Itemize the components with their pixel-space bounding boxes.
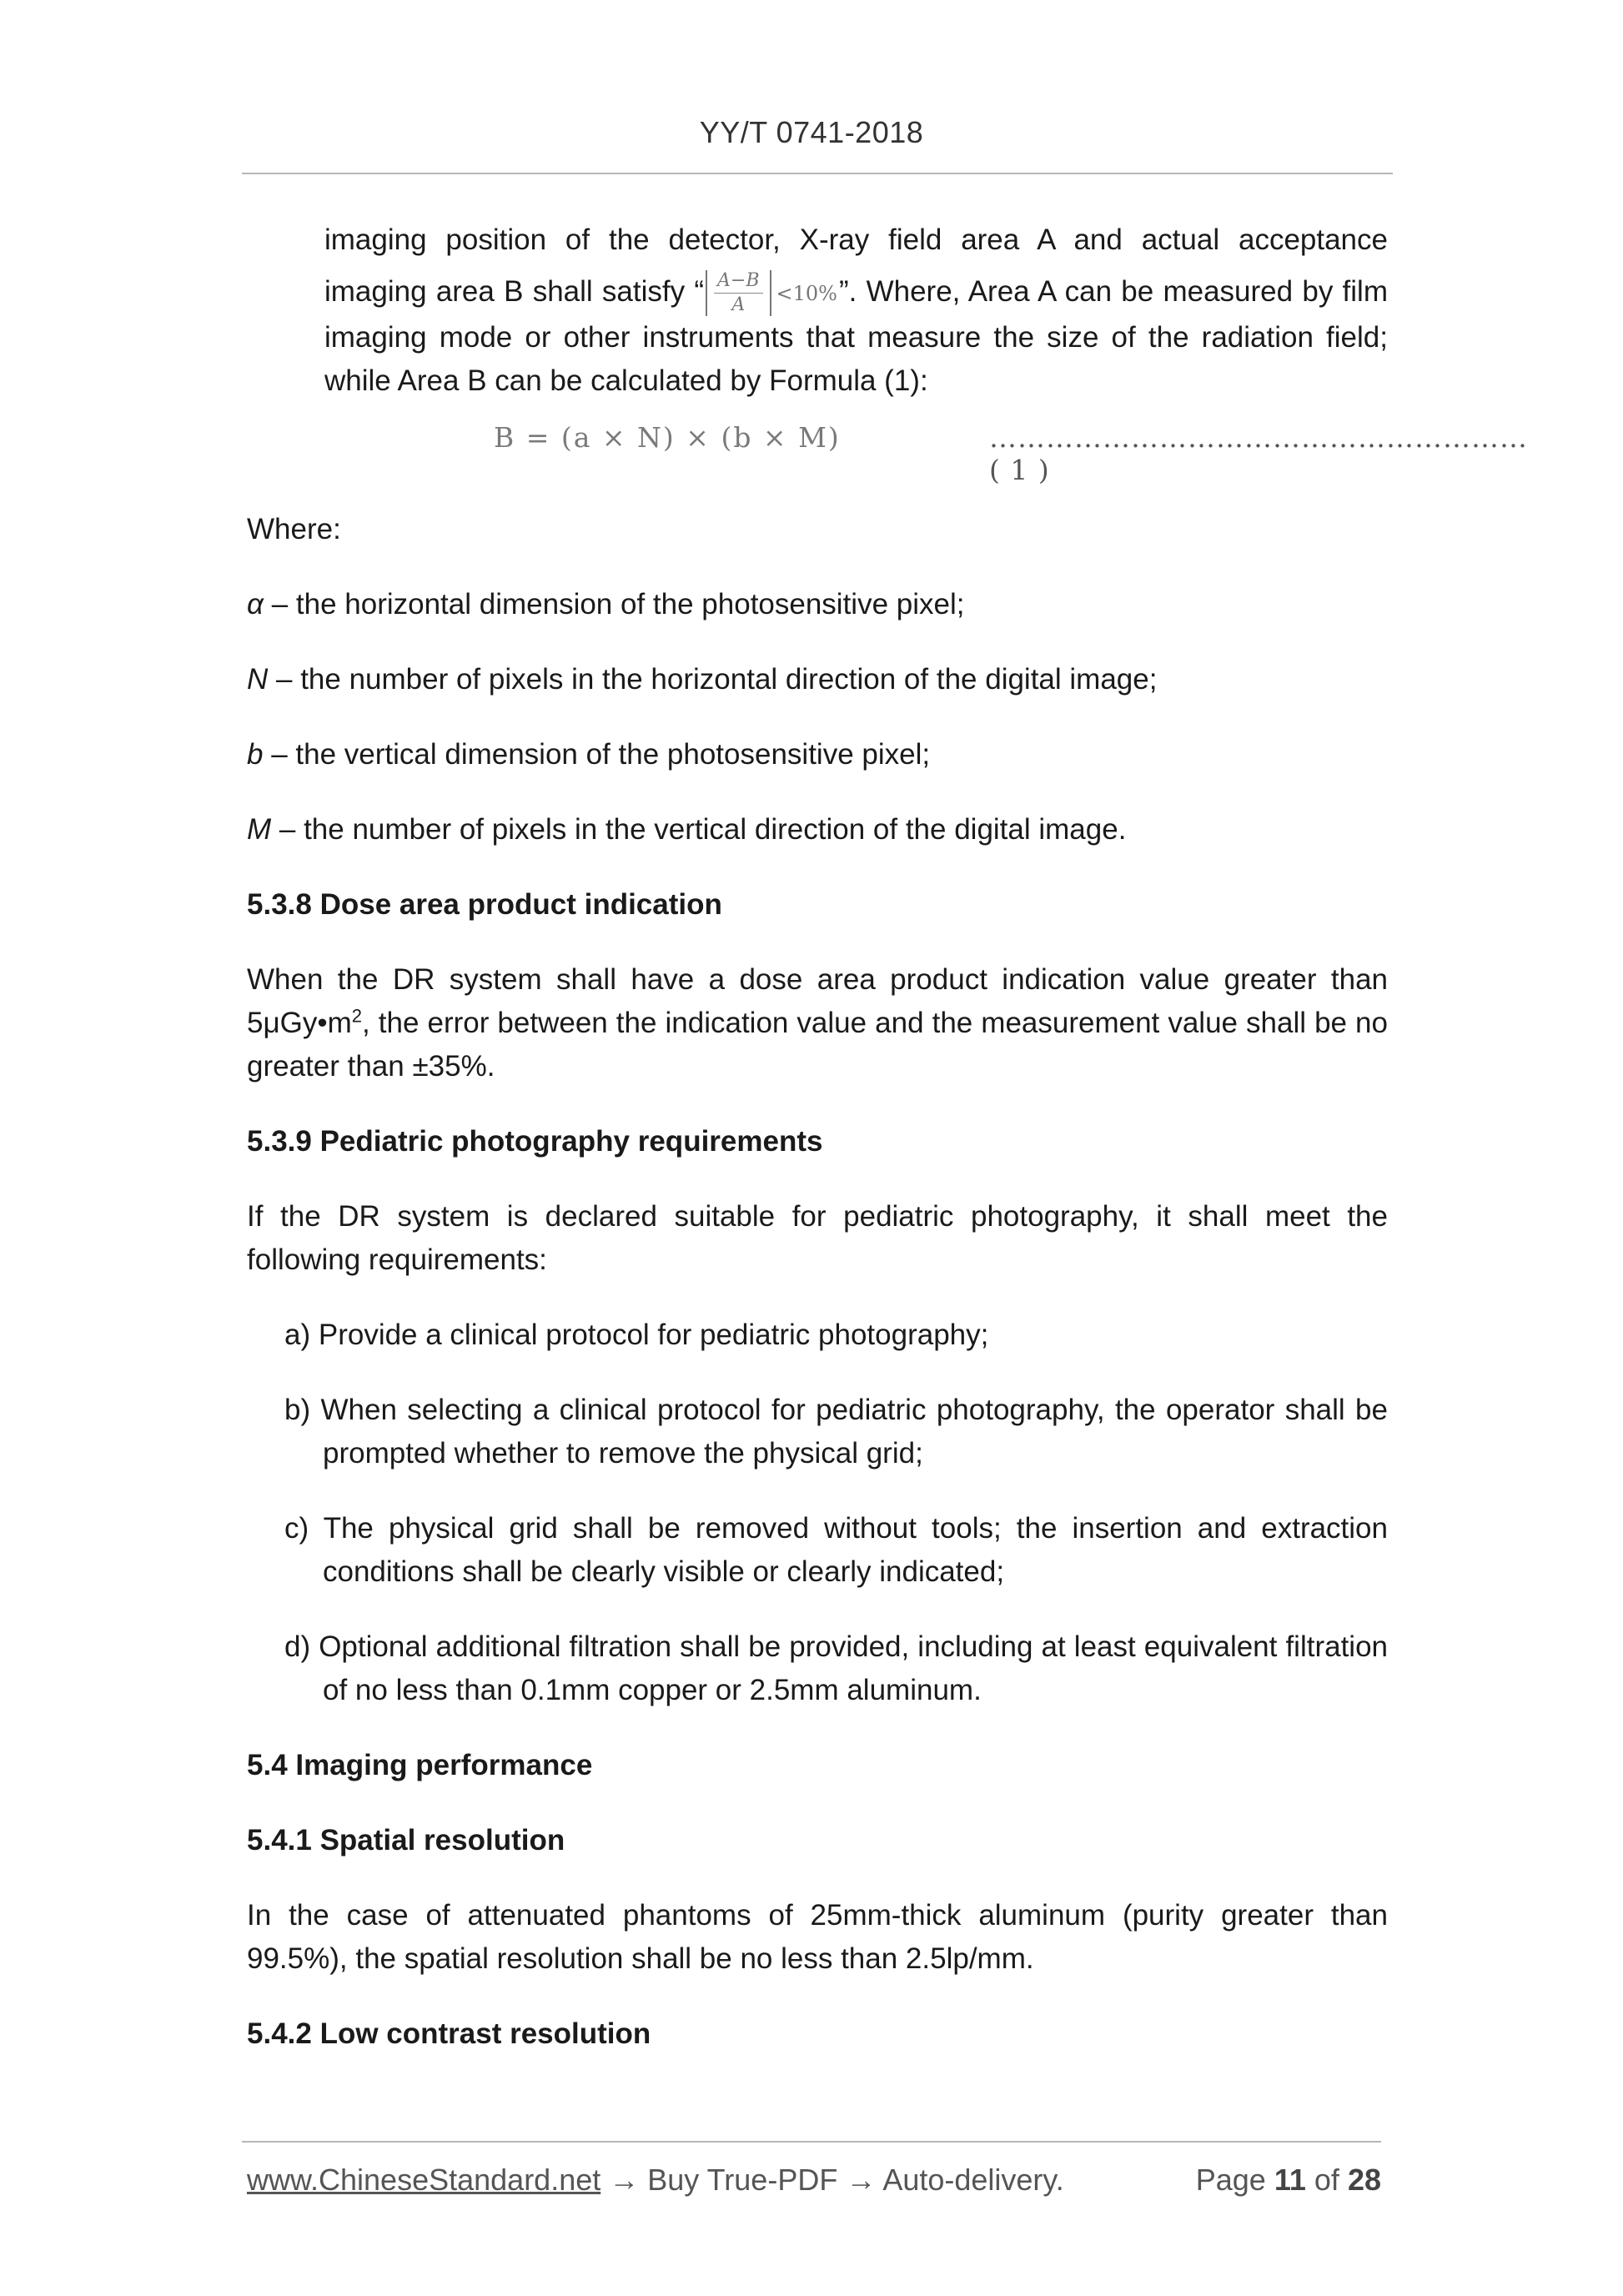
section-heading-5-4-2: 5.4.2 Low contrast resolution (247, 2017, 651, 2051)
definition: – the number of pixels in the vertical direction of the digital image. (271, 813, 1127, 847)
symbol: α (247, 588, 264, 621)
inline-formula (706, 270, 837, 316)
abs-bars (706, 270, 771, 316)
intro-line2-pre: imaging area B shall satisfy “ (324, 275, 705, 308)
page-content (247, 219, 1528, 2056)
definition: – the vertical dimension of the photosensitive pixel; (263, 738, 931, 771)
page-indicator (1196, 2163, 1381, 2198)
section-body-5-4-1: In the case of attenuated phantoms of 25mm-thick aluminum (purity greater than 99.5%), the spatial resolution shall be no less than 2.5lp/mm. (247, 1899, 1388, 1976)
section-body-5-3-9: If the DR system is declared suitable for pediatric photography, it shall meet the following requirements: (247, 1200, 1388, 1277)
formula-tail: <10% (776, 281, 837, 305)
where-item-b (247, 733, 1388, 776)
formula-expression: B = (a × N) × (b × M) (494, 421, 841, 455)
where-item-n (247, 658, 1388, 701)
section-heading-5-4-1: 5.4.1 Spatial resolution (247, 1824, 565, 1857)
header-title: YY/T 0741-2018 (699, 115, 924, 149)
footer-rule (242, 2141, 1381, 2143)
list-item-a (247, 1314, 1388, 1357)
intro-line-1: imaging position of the detector, X-ray field area A and actual acceptance (324, 224, 1388, 256)
symbol: M (247, 813, 272, 847)
section-heading-5-3-9: 5.3.9 Pediatric photography requirements (247, 1125, 823, 1158)
list-item-d (247, 1625, 1388, 1712)
page-total: 28 (1347, 2163, 1381, 2197)
list-item-c (247, 1507, 1388, 1594)
section-heading-5-4: 5.4 Imaging performance (247, 1749, 593, 1782)
formula-number: ………………………………………………… ( 1 ) (989, 421, 1528, 487)
list-marker: c) (284, 1512, 309, 1545)
list-text: Provide a clinical protocol for pediatric photography; (310, 1319, 989, 1352)
website-link[interactable]: www.ChineseStandard.net (247, 2163, 601, 2197)
page-number: 11 (1274, 2163, 1306, 2197)
list-marker: d) (284, 1630, 311, 1664)
list-item-b (247, 1389, 1388, 1475)
list-marker: a) (284, 1319, 311, 1352)
symbol: N (247, 663, 269, 696)
definition: – the horizontal dimension of the photosensitive pixel; (263, 588, 965, 621)
intro-block (247, 219, 1388, 403)
formula-1 (247, 421, 1528, 487)
where-item-m (247, 808, 1388, 852)
intro-paragraph (324, 270, 1388, 403)
list-text: When selecting a clinical protocol for pediatric photography, the operator shall be prompted whether to remove the physical grid; (310, 1394, 1388, 1470)
list-marker: b) (284, 1394, 311, 1427)
section-body-5-3-8 (247, 958, 1388, 1088)
formula-numerator: A−B (714, 272, 763, 294)
formula-denominator: A (731, 294, 746, 316)
definition: – the number of pixels in the horizontal direction of the digital image; (268, 663, 1158, 696)
footer-tagline: → Buy True-PDF → Auto-delivery. (600, 2163, 1064, 2197)
where-item-alpha (247, 583, 1388, 626)
symbol: b (247, 738, 264, 771)
page-label: Page (1195, 2163, 1266, 2197)
body-text: When the DR system shall have a dose area product indication value greater than 5μGy•m (247, 963, 1388, 1040)
body-text: , the error between the indication value and the measurement value shall be no greater than ±35%. (247, 1007, 1388, 1083)
intro-line2-post: ”. Where, Area A can be measured by film imaging mode or other instruments that measure the size of the radiation field; while Area B can be calculated by Formula (1): (324, 275, 1388, 398)
of-label: of (1314, 2163, 1339, 2197)
page-footer (247, 2163, 1381, 2198)
section-heading-5-3-8: 5.3.8 Dose area product indication (247, 888, 722, 922)
where-label: Where: (247, 513, 341, 546)
list-text: Optional additional filtration shall be provided, including at least equivalent filtration of no less than 0.1mm copper or 2.5mm aluminum. (310, 1630, 1388, 1707)
header-rule (242, 173, 1393, 174)
list-text: The physical grid shall be removed without tools; the insertion and extraction conditions shall be clearly visible or clearly indicated; (309, 1512, 1388, 1589)
superscript: 2 (351, 1005, 363, 1027)
